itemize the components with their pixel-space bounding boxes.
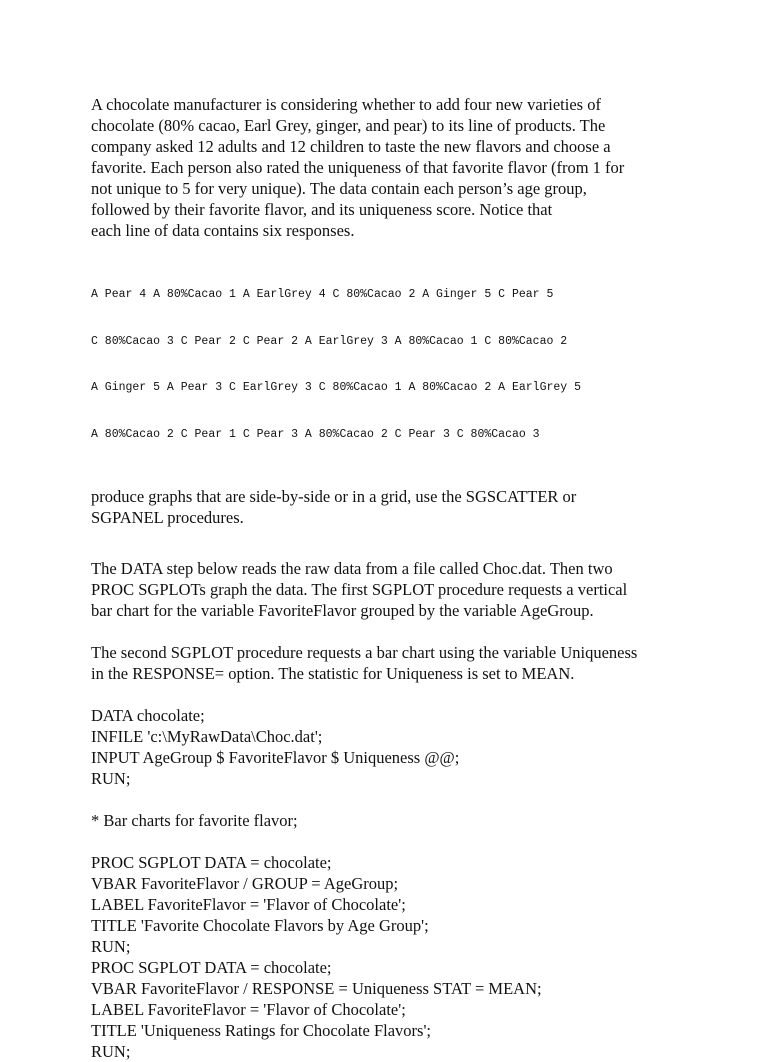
code-line: RUN; <box>91 769 131 788</box>
code-comment: * Bar charts for favorite flavor; <box>91 811 298 830</box>
intro-line: each line of data contains six responses. <box>91 221 355 240</box>
code-line: PROC SGPLOT DATA = chocolate; <box>91 853 332 872</box>
graph-note-line: produce graphs that are side-by-side or in a grid, use the SGSCATTER or <box>91 487 577 506</box>
intro-line: A chocolate manufacturer is considering whether to add four new varieties of <box>91 95 601 114</box>
intro-line: chocolate (80% cacao, Earl Grey, ginger, and pear) to its line of products. The <box>91 116 606 135</box>
intro-line: favorite. Each person also rated the uniqueness of that favorite flavor (from 1 for <box>91 158 625 177</box>
second-sgplot-paragraph <box>91 642 728 684</box>
code-spacer <box>91 789 728 810</box>
code-line: INPUT AgeGroup $ FavoriteFlavor $ Uniqueness @@; <box>91 748 460 767</box>
data-step-line: bar chart for the variable FavoriteFlavor grouped by the variable AgeGroup. <box>91 601 594 620</box>
data-step-paragraph <box>91 558 728 621</box>
code-line: RUN; <box>91 1042 131 1061</box>
graph-note-line: SGPANEL procedures. <box>91 508 244 527</box>
code-line: TITLE 'Uniqueness Ratings for Chocolate Flavors'; <box>91 1021 432 1040</box>
code-line: VBAR FavoriteFlavor / RESPONSE = Uniqueness STAT = MEAN; <box>91 979 542 998</box>
intro-paragraph <box>91 94 728 241</box>
raw-data-line: A 80%Cacao 2 C Pear 1 C Pear 3 A 80%Cacao 2 C Pear 3 C 80%Cacao 3 <box>91 427 540 441</box>
intro-line: not unique to 5 for very unique). The data contain each person’s age group, <box>91 179 587 198</box>
raw-data-line: A Pear 4 A 80%Cacao 1 A EarlGrey 4 C 80%Cacao 2 A Ginger 5 C Pear 5 <box>91 288 554 301</box>
code-line: INFILE 'c:\MyRawData\Choc.dat'; <box>91 727 323 746</box>
intro-line: company asked 12 adults and 12 children to taste the new flavors and choose a <box>91 137 611 156</box>
code-line: VBAR FavoriteFlavor / GROUP = AgeGroup; <box>91 874 399 893</box>
graph-note-paragraph <box>91 486 728 528</box>
data-step-line: PROC SGPLOTs graph the data. The first SGPLOT procedure requests a vertical <box>91 580 628 599</box>
code-line: RUN; <box>91 937 131 956</box>
raw-data-line: A Ginger 5 A Pear 3 C EarlGrey 3 C 80%Cacao 1 A 80%Cacao 2 A EarlGrey 5 <box>91 381 581 394</box>
raw-data-line: C 80%Cacao 3 C Pear 2 C Pear 2 A EarlGrey 3 A 80%Cacao 1 C 80%Cacao 2 <box>91 334 568 348</box>
intro-line: followed by their favorite flavor, and its uniqueness score. Notice that <box>91 200 553 219</box>
raw-data-block <box>91 256 728 473</box>
code-line: LABEL FavoriteFlavor = 'Flavor of Chocolate'; <box>91 895 406 914</box>
second-sgplot-line: in the RESPONSE= option. The statistic for Uniqueness is set to MEAN. <box>91 664 575 683</box>
code-line: TITLE 'Favorite Chocolate Flavors by Age Group'; <box>91 916 429 935</box>
code-line: PROC SGPLOT DATA = chocolate; <box>91 958 332 977</box>
code-line: DATA chocolate; <box>91 706 205 725</box>
code-line: LABEL FavoriteFlavor = 'Flavor of Chocolate'; <box>91 1000 406 1019</box>
second-sgplot-line: The second SGPLOT procedure requests a bar chart using the variable Uniqueness <box>91 643 638 662</box>
data-step-line: The DATA step below reads the raw data from a file called Choc.dat. Then two <box>91 559 613 578</box>
code-spacer <box>91 831 728 852</box>
sas-code-block <box>91 705 728 1062</box>
